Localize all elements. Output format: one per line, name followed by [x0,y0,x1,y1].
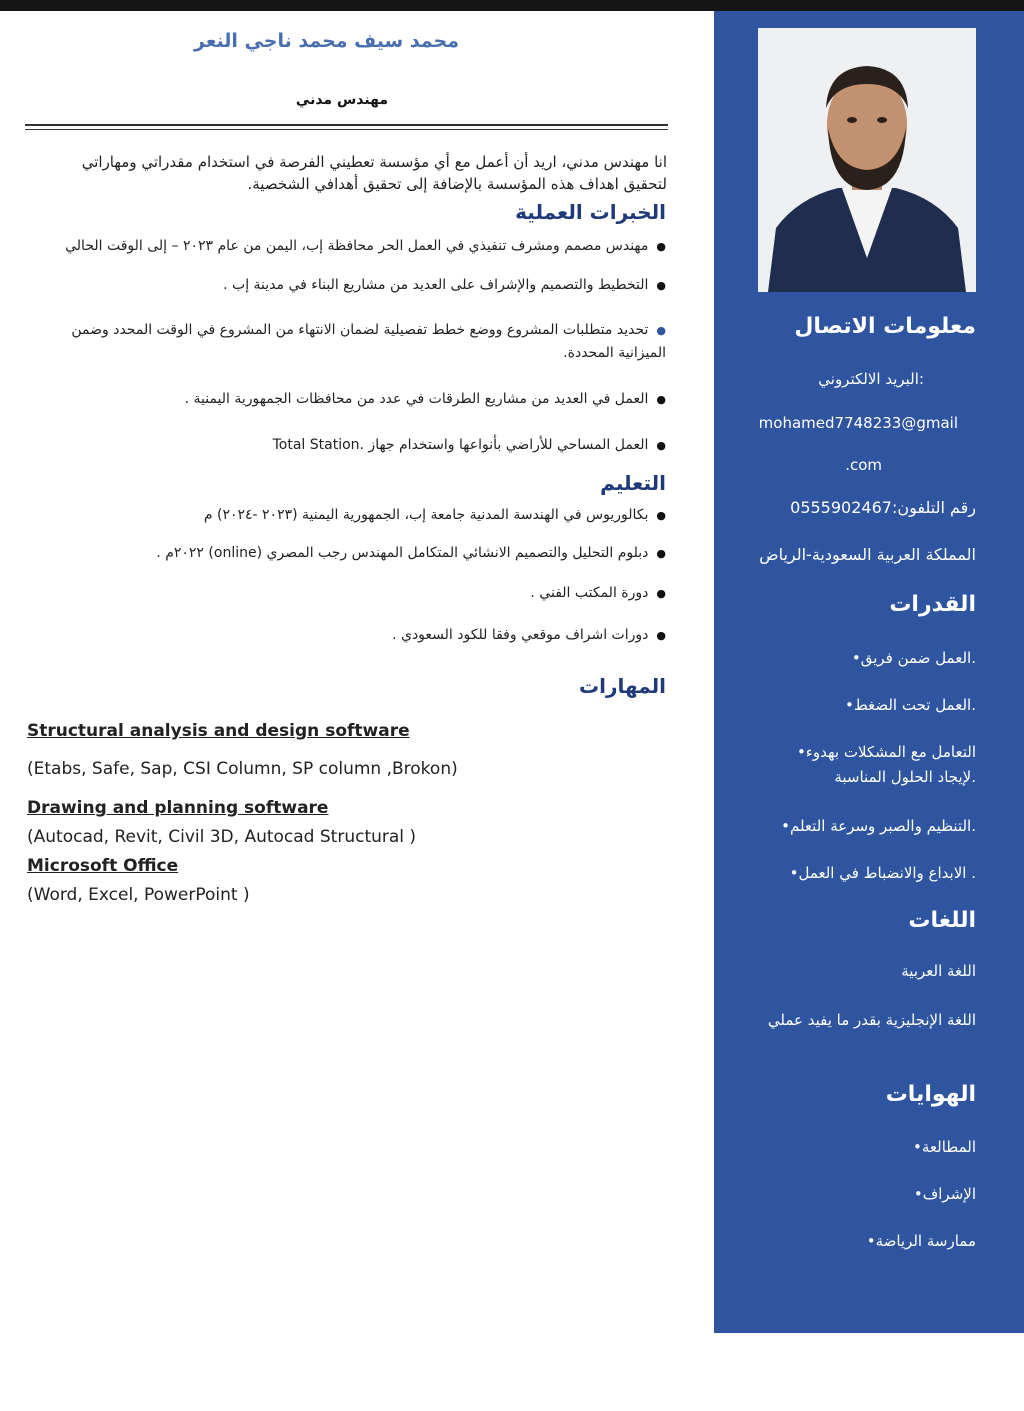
education-item: ● بكالوريوس في الهندسة المدنية جامعة إب، الجمهورية اليمنية (٢٠٢٣ -٢٠٢٤) م [204,504,666,527]
language-item: اللغة العربية [901,962,976,980]
summary-paragraph: انا مهندس مدني، اريد أن أعمل مع أي مؤسسة تعطيني الفرصة في استخدام مقدراتي ومهاراتي لتحقيق اهداف هذه المؤسسة بالإضافة إلى تحقيق أهدافي الشخصية. [81,153,667,193]
skills-heading: المهارات [579,674,666,698]
header-divider-thin [25,129,668,130]
languages-heading: اللغات [908,908,976,933]
skill-group-heading: Structural analysis and design software [27,721,410,741]
skill-group-detail: (Etabs, Safe, Sap, CSI Column, SP column ,Brokon) [27,759,458,779]
candidate-name: محمد سيف محمد ناجي النعر [194,30,459,52]
experience-item: ● العمل المساحي للأراضي بأنواعها واستخدام جهاز .Total Station [273,434,666,457]
education-item: ● دورة المكتب الفني . [530,582,666,605]
hobbies-heading: الهوايات [885,1082,976,1107]
email-value-line1[interactable]: mohamed7748233@gmail [758,414,958,432]
ability-item: • التنظيم والصبر وسرعة التعلم. [773,814,976,839]
ability-item: • الابداع والانضباط في العمل . [782,861,976,886]
skill-group-detail: (Autocad, Revit, Civil 3D, Autocad Structural ) [27,827,417,847]
contact-heading: معلومات الاتصال [794,314,976,339]
hobby-item: • ممارسة الرياضة [859,1229,976,1254]
skill-group-detail: (Word, Excel, PowerPoint ) [27,885,250,905]
email-label: البريد الالكتروني: [818,370,924,388]
experience-item: ● التخطيط والتصميم والإشراف على العديد من مشاريع البناء في مدينة إب . [223,274,666,297]
skill-group-heading: Microsoft Office [27,856,179,876]
experience-heading: الخبرات العملية [515,200,666,224]
skill-group-heading: Drawing and planning software [27,798,329,818]
job-title: مهندس مدني [295,92,388,108]
experience-item: ● العمل في العديد من مشاريع الطرقات في عدد من محافظات الجمهورية اليمنية . [185,388,666,411]
profile-photo [758,28,976,292]
person-portrait-icon [758,28,976,292]
education-item: ● دورات اشراف موقعي وفقا للكود السعودي . [392,624,666,647]
education-item: ● دبلوم التحليل والتصميم الانشائي المتكامل المهندس رجب المصري (online) ٢٠٢٢م . [156,542,666,565]
experience-item: ● تحديد متطلبات المشروع ووضع خطط تفصيلية لضمان الانتهاء من المشروع في الوقت المحدد وضمن الميزانية المحددة. [26,319,666,364]
email-value-line2[interactable]: .com [845,456,882,474]
header-divider [25,124,668,126]
ability-item: • التعامل مع المشكلات بهدوء لإيجاد الحلول المناسبة. [761,740,976,790]
language-item: اللغة الإنجليزية بقدر ما يفيد عملي [767,1011,976,1029]
ability-item: • العمل ضمن فريق. [844,646,976,671]
abilities-heading: القدرات [889,592,976,617]
phone-number[interactable]: رقم التلفون:0555902467 [790,498,976,517]
hobby-item: • المطالعة [905,1135,976,1160]
ability-item: • العمل تحت الضغط. [837,693,976,718]
location: المملكة العربية السعودية-الرياض [759,545,976,564]
top-border [0,0,1024,11]
experience-item: ● مهندس مصمم ومشرف تنفيذي في العمل الحر محافظة إب، اليمن من عام ٢٠٢٣ – إلى الوقت الحالي [65,235,666,258]
education-heading: التعليم [600,471,666,495]
hobby-item: • الإشراف [906,1182,976,1207]
